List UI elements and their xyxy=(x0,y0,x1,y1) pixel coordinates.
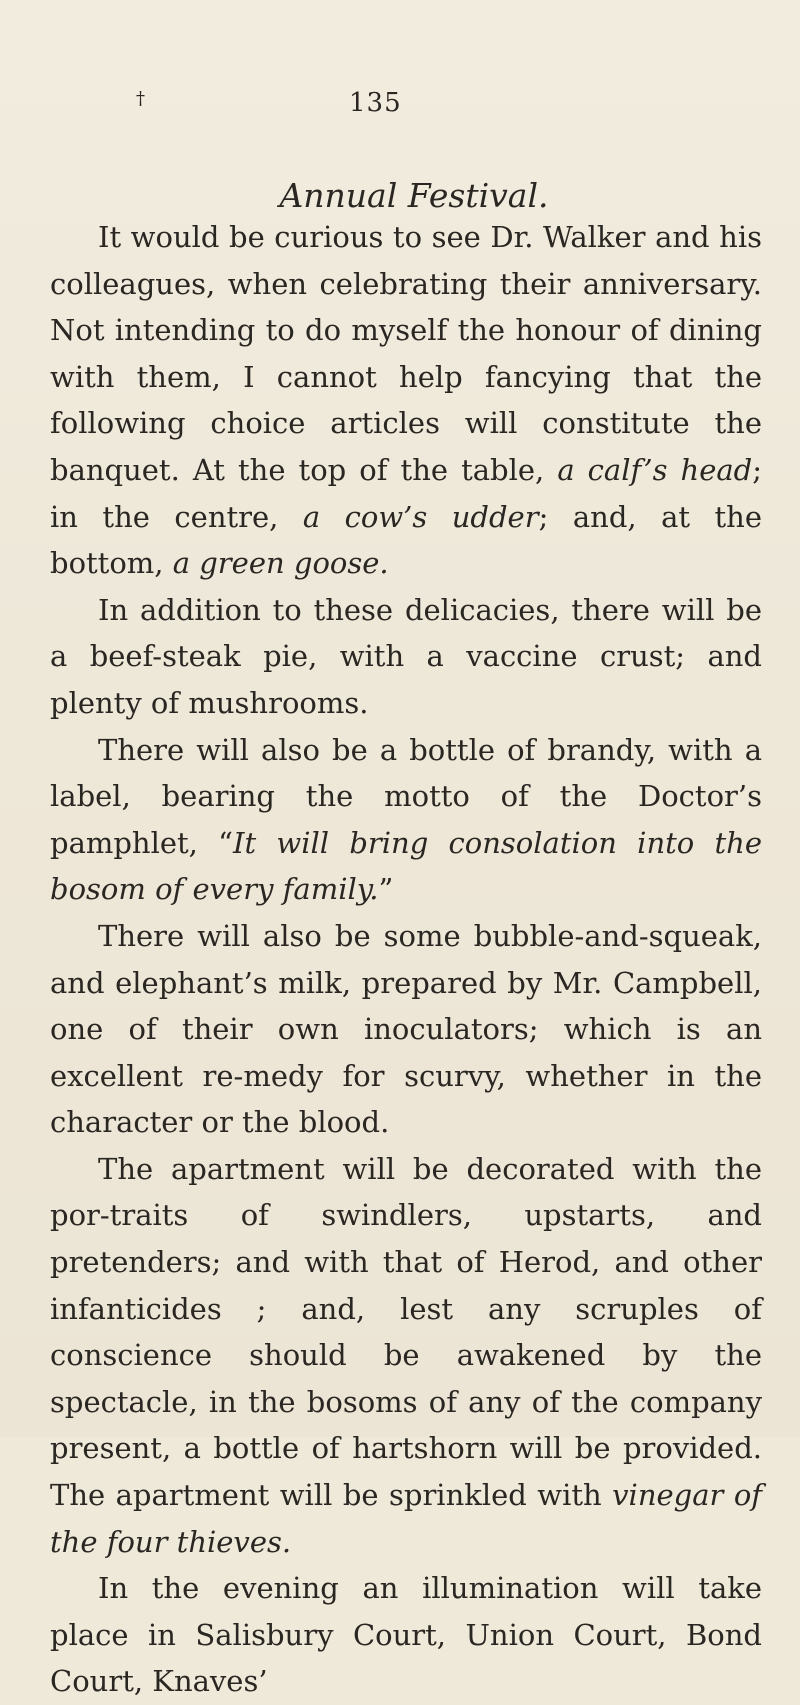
italic-phrase: It will bring consolation into the bosom of every family. xyxy=(50,825,763,907)
italic-phrase: a cow’s udder xyxy=(302,499,539,534)
paragraph-3 xyxy=(50,727,762,913)
paragraph-5 xyxy=(50,1146,762,1565)
text-run: The apartment will be decorated with the por-traits of swindlers, upstarts, and pretenders; and with that of Herod, and other infanticides ; and, lest any scruples of conscience should be awakened by the spectacle, in the bosoms of any of the company present, a bottle of hartshorn will be provided. The apartment will be sprinkled with xyxy=(50,1151,762,1513)
italic-phrase: vinegar of the four thieves. xyxy=(50,1478,763,1559)
text-run: ; and, at the bottom, xyxy=(50,499,762,581)
text-run: It would be curious to see Dr. Walker and his colleagues, when celebrating their anniversary. Not intending to do myself the honour of dining with them, I cannot help fancying that the following choice articles will constitute the banquet. At the top of the table, xyxy=(50,220,762,487)
section-title: Annual Festival. xyxy=(279,176,549,215)
text-run: ” xyxy=(378,872,394,907)
text-run: ; in the centre, xyxy=(50,452,762,534)
text-run: There will also be a bottle of brandy, with a label, bearing the motto of the Doctor’s pamphlet, “ xyxy=(50,732,762,860)
paragraph-1 xyxy=(50,214,762,587)
italic-phrase: a calf’s head xyxy=(557,452,753,487)
page-number: 135 xyxy=(349,88,402,118)
text-run: In addition to these delicacies, there will be a beef-steak pie, with a vaccine crust; and plenty of mushrooms. xyxy=(50,592,762,720)
text-run: There will also be some bubble-and-squeak, and elephant’s milk, prepared by Mr. Campbell, one of their own inoculators; which is an excellent re-medy for scurvy, whether in the character or the blood. xyxy=(50,918,762,1140)
text-run: In the evening an illumination will take place in Salisbury Court, Union Court, Bond Court, Knaves’ xyxy=(50,1571,762,1699)
italic-phrase: a green goose. xyxy=(172,546,389,581)
printer-mark: † xyxy=(136,88,145,109)
paragraph-2 xyxy=(50,587,762,727)
body-text xyxy=(50,214,762,1705)
paragraph-4 xyxy=(50,913,762,1146)
paragraph-6 xyxy=(50,1565,762,1705)
